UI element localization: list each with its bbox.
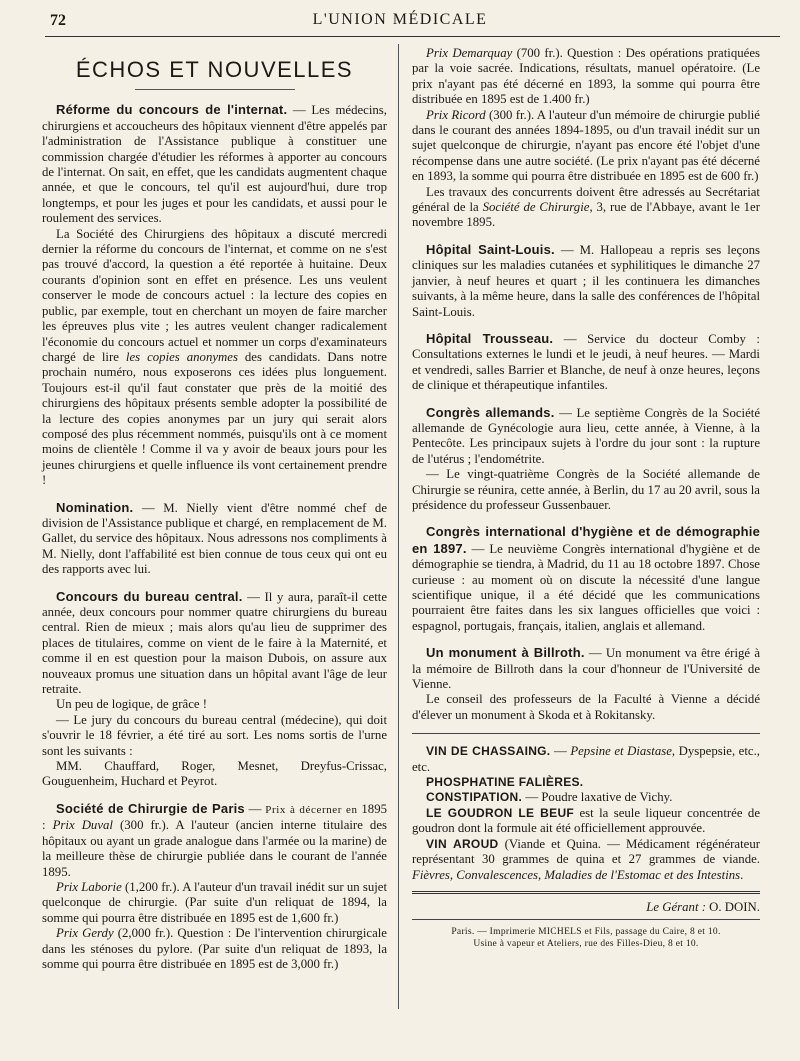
nomination-text: — M. Nielly vient d'être nommé chef de division de l'Assistance publique et chargé, en remplacement de M. Gallet, du service des hôpitaux. Nous adressons nos compliments à M. Nielly, dont l'affabilité est bien connue de tous ceux qui ont eu des rapports avec lui. (42, 500, 387, 577)
internat-para-2b: des candidats. Dans notre prochain numéro, nous exposerons ces idées plus longuement. Toujours est-il qu'il faut constater que près de la moitié des chirurgiens des hôpitaux présents semble adopter la possibilité de la lecture des copies anonymes par un jury qui serait alors composé des plus récemment nommés, puisqu'ils ont à ce moment moins de clientèle ! Comme il va y avoir de beaux jours pour les jeunes chirurgiens et quelle influence ils vont certainement prendre ! (42, 349, 387, 488)
article-nomination (42, 500, 387, 578)
prix-laborie-name: Prix Laborie (56, 879, 122, 894)
heading-saint-louis: Hôpital Saint-Louis. (426, 241, 555, 257)
ad-phosphatine: PHOSPHATINE FALIÈRES. (426, 775, 584, 790)
running-head (0, 8, 800, 30)
prix-demarquay-text: (700 fr.). Question : Des opérations pratiquées par la voie sacrée. Indications, résultats, manuel opératoire. (Le prix n'ayant pas été décerné en 1893, la somme qui pourra être distribuée en 1895 est de 1.400 fr.) (412, 46, 760, 107)
article-trousseau (412, 331, 760, 394)
ad-goudron: LE GOUDRON LE BEUF (426, 805, 575, 820)
prix-duval-text: (300 fr.). A l'auteur (ancien interne titulaire des hôpitaux ou ayant un grade analogue dans l'armée ou la marine) de la meilleure thèse de chirurgie publiée dans le courant de l'année 1895. (42, 818, 387, 879)
article-societe-chirurgie: Société de Chirurgie de Paris — Prix à décerner en 1895 : Prix Duval (300 fr.). A l'auteur (ancien interne titulaire des hôpitaux ou ayant un grade analogue dans l'armée ou la marine) de la meilleure thèse de chirurgie publiée dans le courant de l'année 1895. Prix Laborie (1,200 fr.). A l'auteur d'un travail inédit sur un sujet quelconque de chirurgie. (Par suite d'un reliquat de 1894, la somme qui pourra être distribuée en 1895 est de 1,600 fr.) Prix Gerdy (2,000 fr.). Question : De l'intervention chirurgicale dans les sténoses du pylore. (Par suite d'un reliquat de 1893, la somme qui pourra être distribuée en 1895 est de 3,000 fr.) (42, 800, 388, 971)
trousseau-text: — Service du docteur Comby : Consultations externes le lundi et le jeudi, à neuf heures. — Mardi et vendredi, salles Barrier et Blanche, de neuf à onze heures, leçons de clinique et thérapeutique infantiles. (412, 331, 760, 393)
travaux-text-b: , 3, rue de l'Abbaye, avant le 1er novembre 1895. (412, 200, 760, 230)
header-rule (45, 36, 780, 37)
heading-bureau-central: Concours du bureau central. (56, 588, 243, 604)
article-congres-hygiene (412, 524, 760, 634)
prix-ricord-name: Prix Ricord (426, 107, 486, 122)
bureau-para-1: — Il y aura, paraît-il cette année, deux concours pour nommer quatre chirurgiens du bureau central. Rien de mieux ; mais alors qu'au lieu de supprimer des places de titulaires, comme on vient de le faire à la Maternité, et comme il en est question pour la maison Dubois, on assure aux nouveaux promus une situation dans un hôpital avant l'âge de leur retraite. (42, 589, 387, 697)
prix-gerdy-name: Prix Gerdy (56, 926, 114, 941)
heading-congres-allemands: Congrès allemands. (426, 404, 555, 420)
article-bureau-central (42, 589, 387, 790)
imprint-line-2: Usine à vapeur et Ateliers, rue des Filles-Dieu, 8 et 10. (473, 939, 699, 950)
billroth-para-2: Le conseil des professeurs de la Faculté à Vienne a décidé d'élever un monument à Skoda et à Rokitansky. (412, 692, 760, 722)
travaux-text-a: Les travaux des concurrents doivent être adressés au Secrétariat général de la (412, 184, 760, 215)
internat-para-2-italic: les copies anonymes (125, 349, 238, 364)
heading-societe-chirurgie: Société de Chirurgie de Paris (56, 800, 245, 816)
congres-hygiene-text: — Le neuvième Congrès international d'hygiène et de démographie se tiendra, à Madrid, du 11 au 18 octobre 1897. Chose curieuse : au moment où on discute la nécessité d'une langue scientifique unique, il a été décidé que les communications pourraient être faites dans les six langues officielles que voici : espagnol, portugais, français, italien, anglais et allemand. (412, 541, 760, 633)
column-divider (398, 44, 399, 1009)
ad-constipation: CONSTIPATION. (426, 790, 523, 805)
heading-congres-hygiene: Congrès international d'hygiène et de démographie en 1897. (412, 524, 760, 556)
prix-a-decerner: Prix à décerner en (265, 803, 358, 816)
bureau-para-3: — Le jury du concours du bureau central (médecine), qui doit s'ouvrir le 18 février, a été tiré au sort. Les noms sortis de l'urne sont les suivants : (42, 712, 387, 758)
advertisements: VIN DE CHASSAING. — Pepsine et Diastase, Dyspepsie, etc., etc. PHOSPHATINE FALIÈRES. CONSTIPATION. — Poudre laxative de Vichy. LE GOUDRON LE BEUF est la seule liqueur concentrée de goudron dont la formule ait été officiellement approuvée. VIN AROUD (Viande et Quina. — Médicament régénérateur représentant 30 grammes de quina et 27 grammes de viande. Fièvres, Convalescences, Maladies de l'Estomac et des Intestins. (412, 744, 760, 882)
gerant-rule (412, 891, 760, 894)
left-column (42, 46, 387, 972)
prix-ricord-text: (300 fr.). A l'auteur d'un mémoire de chirurgie publié dans le courant des années 1894-1895, ou d'un travail inédit sur un sujet quelconque de chirurgie, n'ayant pas encore été l'objet d'une récompense dans une autre société. (Le prix n'ayant pas été décerné en 1893, la somme qui pourra être distribuée en 1895 est de 600 fr.) (412, 107, 760, 184)
imprint (412, 926, 760, 950)
heading-trousseau: Hôpital Trousseau. (426, 330, 554, 346)
article-congres-allemands (412, 405, 760, 514)
billroth-para-1: — Un monument va être érigé à la mémoire de Billroth dans la cour d'honneur de l'Université de Vienne. (412, 646, 760, 692)
section-rubric: ÉCHOS ET NOUVELLES (75, 57, 354, 82)
prix-laborie-text: (1,200 fr.). A l'auteur d'un travail inédit sur un sujet quelconque de chirurgie. (Par suite d'un reliquat de 1894, la somme qui pourra être distribuée en 1895 est de 1,600 fr.) (42, 879, 388, 925)
bureau-para-2: Un peu de logique, de grâce ! (56, 697, 208, 712)
travaux-italic: Société de Chirurgie (482, 200, 590, 215)
prix-gerdy-text: (2,000 fr.). Question : De l'intervention chirurgicale dans les sténoses du pylore. (Par suite d'un reliquat de 1893, la somme qui pourra être distribuée en 1895 est de 3,000 fr.) (42, 926, 387, 971)
bureau-para-4: MM. Chauffard, Roger, Mesnet, Dreyfus-Crissac, Gouguenheim, Huchard et Peyrot. (42, 759, 387, 789)
rubric-rule (135, 89, 295, 90)
saint-louis-text: — M. Hallopeau a repris ses leçons cliniques sur les maladies cutanées et syphilitiques le dimanche 27 janvier, à neuf heures et quart ; il les continuera les dimanches suivants, à la même heure, dans la salle des conférences de l'hôpital Saint-Louis. (412, 242, 760, 319)
internat-para-1: — Les médecins, chirurgiens et accoucheurs des hôpitaux viennent d'être appelés par l'administration de l'Assistance publique à constituer une commission chargée d'étudier les réformes à apporter au concours de l'internat. On sait, en effet, que les candidats augmentent chaque année, et que le concours, tel qu'il est aujourd'hui, dure trop longtemps, et pour les juges et pour les candidats, et aussi pour le roulement des services. (42, 103, 387, 226)
congres-allemands-para-1: — Le septième Congrès de la Société allemande de Gynécologie aura lieu, cette année, à Vienne, à la Pentecôte. Les principaux sujets à l'ordre du jour sont : la rupture de l'utérus ; l'endométrite. (412, 405, 760, 466)
heading-billroth: Un monument à Billroth. (426, 645, 585, 661)
prix-duval-name: Prix Duval (52, 818, 113, 833)
imprint-line-1: Paris. — Imprimerie MICHELS et Fils, passage du Caire, 8 et 10. (451, 927, 721, 938)
internat-para-2a: La Société des Chirurgiens des hôpitaux a discuté mercredi dernier la réforme du concours de l'internat, et comme on ne s'est pas trouvé d'accord, la question a été reportée à huitaine. Deux courants d'opinion sont en effet en présence. Les uns veulent conserver le mode de concours actuel : la lecture des copies en public, par exemple, tout en cherchant un moyen de faire marcher les épreuves plus vite ; les autres veulent changer radicalement l'économie du concours actuel et nommer un corps d'examinateurs chargé de lire (42, 226, 387, 364)
journal-title: L'UNION MÉDICALE (312, 11, 488, 28)
ads-rule (412, 733, 760, 734)
article-saint-louis (412, 242, 760, 320)
gerant-line: Le Gérant : O. DOIN. (646, 899, 760, 914)
congres-allemands-para-2: — Le vingt-quatrième Congrès de la Société allemande de Chirurgie se réunira, cette année, à Berlin, du 17 au 20 avril, sous la présidence du professeur Gussenbauer. (412, 467, 760, 512)
heading-nomination: Nomination. (56, 499, 134, 515)
imprint-rule (412, 919, 760, 920)
article-billroth (412, 645, 760, 723)
right-column (412, 46, 760, 950)
ad-chassaing: VIN DE CHASSAING. (426, 744, 551, 759)
article-internat (42, 102, 387, 488)
ad-vin-aroud: VIN AROUD (426, 836, 499, 851)
page-number: 72 (50, 12, 66, 29)
prix-demarquay-name: Prix Demarquay (426, 46, 513, 60)
heading-internat: Réforme du concours de l'internat. (56, 102, 288, 118)
